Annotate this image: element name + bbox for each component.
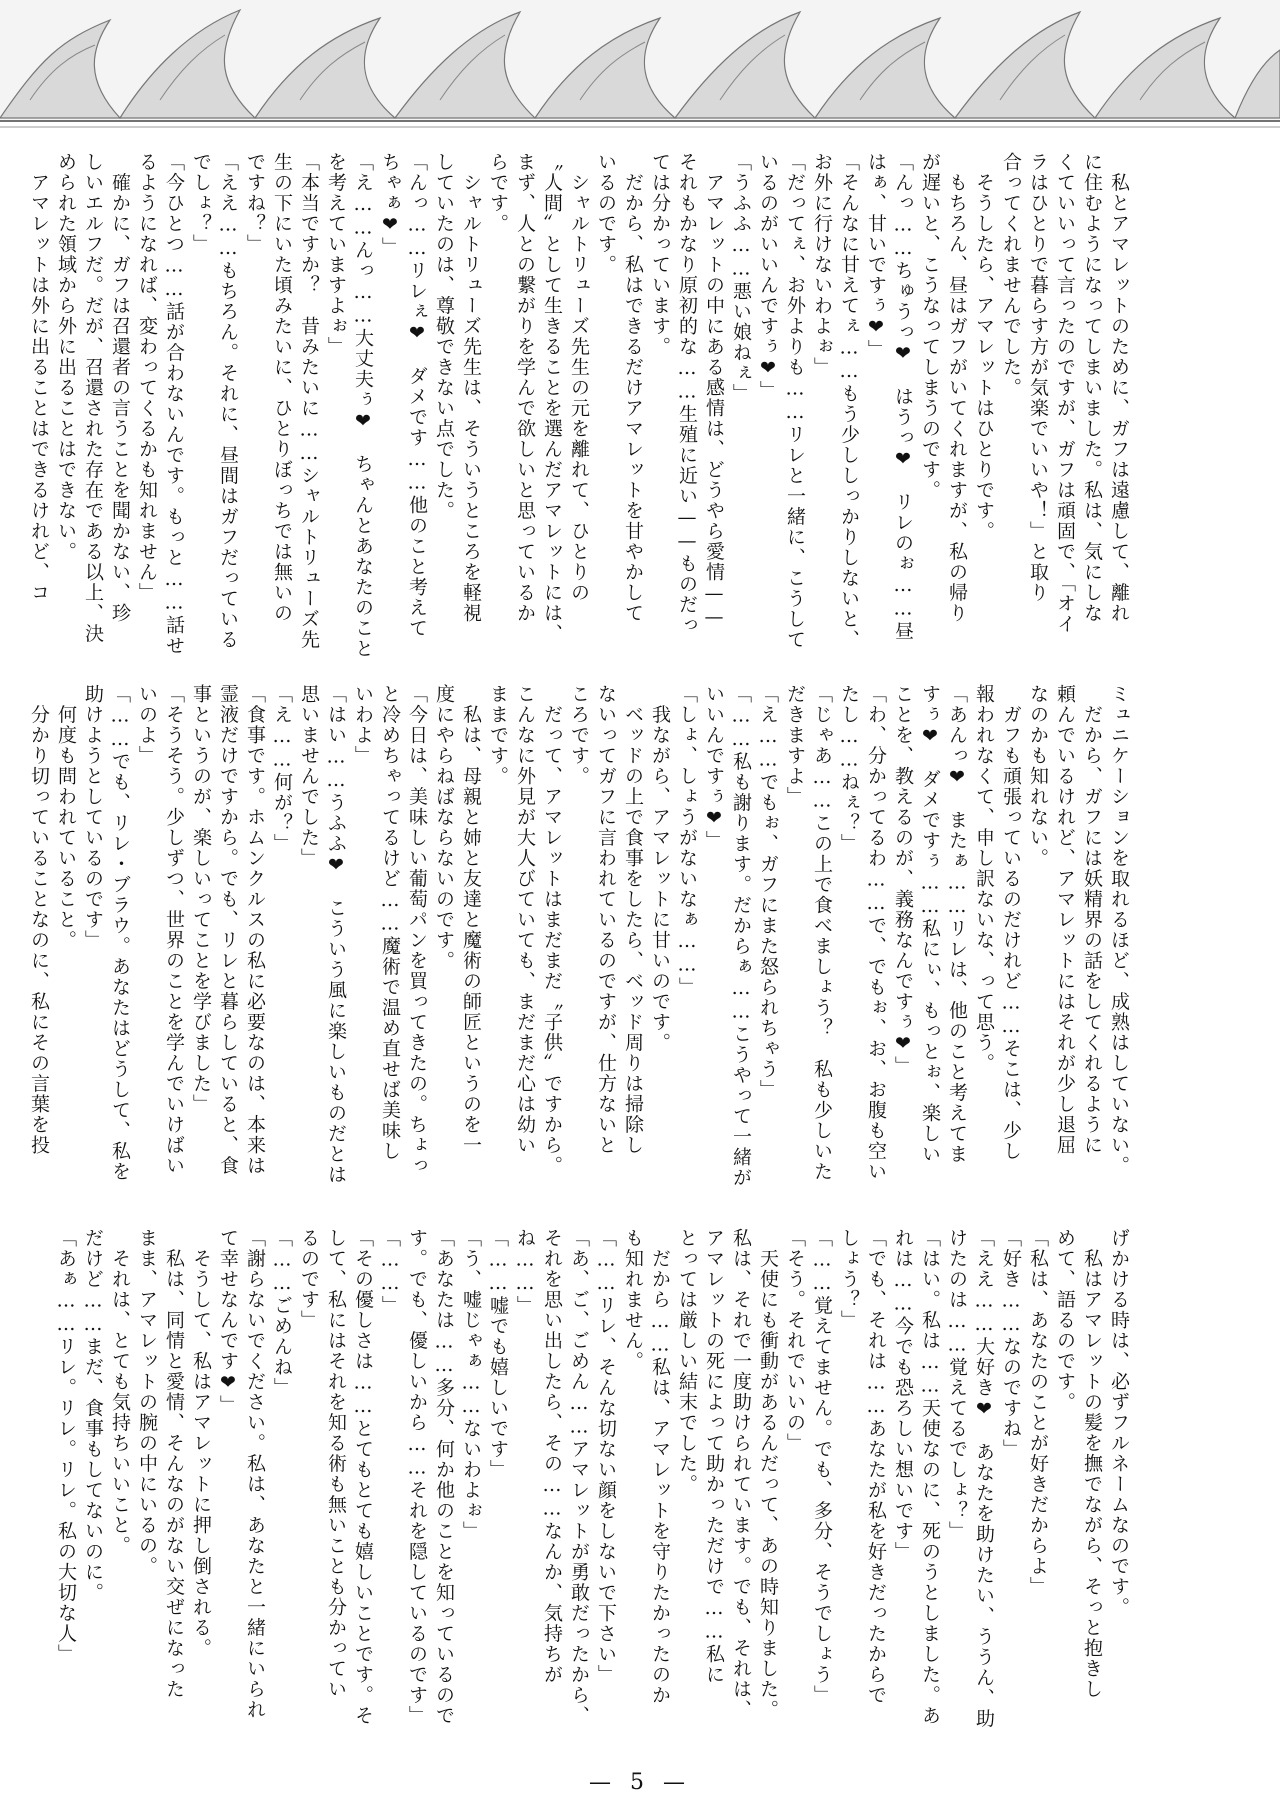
text-line: 「……嘘でも嬉しいです」 — [487, 1228, 509, 1480]
text-line: 「はい。私は……天使なのに、死のうとしました。あ — [919, 1228, 941, 1726]
text-line: 「え……んっ……大丈夫ぅ❤ ちゃんとあなたのこと — [352, 152, 374, 659]
text-line: 思いませんでした」 — [298, 684, 320, 869]
text-line: だから……私は、アマレットを守りたかったのか — [649, 1228, 671, 1706]
text-line: だから、私はできるだけアマレットを甘やかして — [622, 152, 644, 624]
text-line: だから、ガフには妖精界の話をしてくれるように — [1081, 684, 1103, 1156]
text-line: もちろん、昼はガフがいてくれますが、私の帰り — [946, 152, 968, 624]
text-line: 事というのが、楽しいってことを学びました」 — [190, 684, 212, 1115]
text-line: それを思い出したら、その……なんか、気持ちが — [541, 1228, 563, 1685]
text-line: そうしたら、アマレットはひとりです。 — [973, 152, 995, 542]
text-line: 生の下にいた頃みたいに、ひとりぼっちでは無いの — [271, 152, 293, 624]
text-line: まま、アマレットの腕の中にいるの。 — [136, 1228, 158, 1577]
text-line: 助けようとしているのです」 — [82, 684, 104, 951]
text-line: 何度も問われていること。 — [55, 684, 77, 951]
text-line: 「今ひとつ……話が合わないんです。もっと……話せ — [163, 152, 185, 656]
text-line: はぁ、甘いですぅ❤」 — [865, 152, 887, 360]
text-line: 「そう。それでいいの」 — [784, 1228, 806, 1454]
page-number: — 5 — — [589, 1770, 691, 1795]
text-line: そうして、私はアマレットに押し倒される。 — [190, 1228, 212, 1659]
text-line: 合ってくれませんでした。 — [1000, 152, 1022, 398]
text-line: 「え……でもぉ、ガフにまた怒られちゃう」 — [757, 684, 779, 1100]
text-line: ことを、教えるのが、義務なんですぅ❤」 — [892, 684, 914, 1077]
text-line: が遅いと、こうなってしまうのです。 — [919, 152, 941, 501]
text-line: 「あんっ❤ またぁ……リレは、他のこと考えてま — [946, 684, 968, 1165]
text-line: 確かに、ガフは召還者の言うことを聞かない、珍 — [109, 152, 131, 624]
text-line: ベッドの上で食事をしたら、ベッド周りは掃除し — [622, 684, 644, 1156]
text-line: て幸せなんです❤」 — [217, 1228, 239, 1416]
text-line: 私とアマレットのために、ガフは遠慮して、離れ — [1108, 152, 1130, 624]
text-block-top — [25, 152, 1132, 657]
text-line: ミュニケーションを取れるほど、成熟はしていない。 — [1108, 684, 1130, 1176]
text-line: 「しょ、しょうがないなぁ……」 — [676, 684, 698, 998]
text-line: 私はアマレットの髪を撫でながら、そっと抱きし — [1081, 1228, 1103, 1700]
text-line: けたのは……覚えてるでしょ？」 — [946, 1228, 968, 1542]
text-line: アマレットの死によって助かっただけで……私に — [703, 1228, 725, 1685]
text-line: 「でも、それは……あなたが私を好きだったからで — [865, 1228, 887, 1706]
text-line: それは、とても気持ちいいこと。 — [109, 1228, 131, 1556]
text-line: 私は、母親と姉と友達と魔術の師匠というのを一 — [460, 684, 482, 1156]
text-line: 「……ごめんね」 — [271, 1228, 293, 1398]
text-line: も知れません。 — [622, 1228, 644, 1372]
text-line: くていいって言ったのですが、ガフは頑固で、「オイ — [1054, 152, 1076, 635]
text-line: シャルトリューズ先生は、そういうところを軽視 — [460, 152, 482, 624]
text-line: 「……覚えてません。でも、多分、そうでしょう」 — [811, 1228, 833, 1706]
text-line: るようになれば、変わってくるかも知れません」 — [136, 152, 158, 603]
text-line: 「わ、分かってるわ……で、でもぉ、お、お腹も空い — [865, 684, 887, 1182]
text-line: げかける時は、必ずフルネームなのです。 — [1108, 1228, 1130, 1618]
text-line: 「だってぇ、お外よりも……リレと一緒に、こうして — [784, 152, 806, 650]
text-line: 「え……何が？」 — [271, 684, 293, 854]
text-line: 「ええ……もちろん。それに、昼間はガフだっている — [217, 152, 239, 650]
text-line: 「……私も謝ります。だからぁ……こうやって一緒が — [730, 684, 752, 1188]
text-block-middle — [25, 684, 1132, 1204]
text-line: ちゃぁ❤」 — [379, 152, 401, 258]
text-line: 「んっ……リレぇ❤ ダメです……他のこと考えて — [406, 152, 428, 639]
text-line: 「んっ……ちゅうっ❤ はうっ❤ リレのぉ……昼 — [892, 152, 914, 642]
text-line: ガフも頑張っているのだけれど……そこは、少し — [1000, 684, 1022, 1162]
text-line: いいんですぅ❤」 — [703, 684, 725, 851]
text-line: 私は、それで一度助けられています。でも、それは、 — [730, 1228, 752, 1720]
text-line: シャルトリューズ先生の元を離れて、ひとりの — [568, 152, 590, 603]
text-line: いわよ」 — [352, 684, 374, 766]
text-line: だきますよ」 — [784, 684, 806, 807]
text-line: 「じゃあ……この上で食べましょう？ 私も少しいた — [811, 684, 833, 1182]
text-line: 報われなくて、申し訳ないな、って思う。 — [973, 684, 995, 1074]
text-line: 「謝らないでください。私は、あなたと一緒にいられ — [244, 1228, 266, 1720]
text-line: いるのがいいんですぅ❤」 — [757, 152, 779, 401]
text-line: す。でも、優しいから……それを隠しているのです」 — [406, 1228, 428, 1726]
text-line: だけど……まだ、食事もしてないのに。 — [82, 1228, 104, 1603]
text-line: 「あなたは……多分、何か他のことを知っているので — [433, 1228, 455, 1726]
text-line: でしょ？」 — [190, 152, 212, 255]
text-line: して、私にはそれを知る術も無いことも分かってい — [325, 1228, 347, 1700]
text-line: それもかなり原初的な……生殖に近い——ものだっ — [676, 152, 698, 636]
text-line: ころです。 — [568, 684, 590, 787]
text-line: 「……」 — [379, 1228, 401, 1316]
text-line: すぅ❤ ダメですぅ……私にぃ、もっとぉ、楽しい — [919, 684, 941, 1165]
text-line: ては分かっています。 — [649, 152, 671, 357]
text-line: 「うふふ……悪い娘ねぇ」 — [730, 152, 752, 404]
text-line: 〝人間〟として生きることを選んだアマレットには、 — [541, 152, 563, 644]
text-line: しょう？」 — [838, 1228, 860, 1331]
text-line: らです。 — [487, 152, 509, 234]
text-line: められた領域から外に出ることはできない。 — [55, 152, 77, 562]
text-line: 「ええ……大好き❤ あなたを助けたい、ううん、助 — [973, 1228, 995, 1729]
text-line: 「……でも、リレ・ブラウ。あなたはどうして、私を — [109, 684, 131, 1182]
text-block-bottom — [52, 1228, 1132, 1748]
text-line: に住むようになってしまいました。私は、気にしな — [1081, 152, 1103, 624]
text-line: しいエルフだ。だが、召還された存在である以上、決 — [82, 152, 104, 644]
text-line: 分かり切っていることなのに、私にその言葉を投 — [28, 684, 50, 1156]
text-line: 「はい……うふふ❤ こういう風に楽しいものだとは — [325, 684, 347, 1185]
text-line: ね……」 — [514, 1228, 536, 1316]
text-line: いるのです。 — [595, 152, 617, 275]
text-line: 天使にも衝動があるんだって、あの時知りました。 — [757, 1228, 779, 1720]
text-line: 「食事です。ホムンクルスの私に必要なのは、本来は — [244, 684, 266, 1176]
text-line: 我ながら、アマレットに甘いのです。 — [649, 684, 671, 1053]
text-line: 「そんなに甘えてぇ……もう少ししっかりしないと、 — [838, 152, 860, 650]
text-line: 「……リレ、そんな切ない顔をしないで下さい」 — [595, 1228, 617, 1685]
text-line: 「今日は、美味しい葡萄パンを買ってきたの。ちょっ — [406, 684, 428, 1176]
text-line: していたのは、尊敬できない点でした。 — [433, 152, 455, 521]
text-line: こんなに外見が大人びていても、まだまだ心は幼い — [514, 684, 536, 1156]
text-line: と冷めちゃってるけど……魔術で温め直せば美味し — [379, 684, 401, 1162]
decorative-border-ornament — [0, 0, 1280, 140]
text-line: 霊液だけですから。でも、リレと暮らしていると、食 — [217, 684, 239, 1176]
text-line: るのです」 — [298, 1228, 320, 1331]
text-line: めて、語るのです。 — [1054, 1228, 1076, 1413]
text-line: 頼んでいるけれど、アマレットにはそれが少し退屈 — [1054, 684, 1076, 1156]
text-line: れは……今でも恐ろしい想いです」 — [892, 1228, 914, 1562]
text-line: お外に行けないわよぉ」 — [811, 152, 833, 378]
text-line: 「う、嘘じゃぁ……ないわよぉ」 — [460, 1228, 482, 1542]
text-line: いのよ」 — [136, 684, 158, 766]
text-line: たし……ねぇ？」 — [838, 684, 860, 854]
text-line: 私は、同情と愛情、そんなのがない交ぜになった — [163, 1228, 185, 1700]
text-line: アマレットは外に出ることはできるけれど、コ — [28, 152, 50, 603]
text-line: ラはひとりで暮らす方が気楽でいいや！」と取り — [1027, 152, 1049, 603]
text-line: ないってガフに言われているのですが、仕方ないと — [595, 684, 617, 1156]
text-line: なのかも知れない。 — [1027, 684, 1049, 869]
text-line: 「あぁ……リレ。リレ。リレ。私の大切な人」 — [55, 1228, 77, 1665]
text-line: ままです。 — [487, 684, 509, 787]
text-line: を考えていますよぉ」 — [325, 152, 347, 357]
text-line: 度にやらねばならないのです。 — [433, 684, 455, 971]
text-line: ですね？」 — [244, 152, 266, 255]
text-line: とっては厳しい結末でした。 — [676, 1228, 698, 1495]
text-line: 「そうそう。少しずつ、世界のことを学んでいけばい — [163, 684, 185, 1176]
text-line: まず、人との繋がりを学んで欲しいと思っているか — [514, 152, 536, 624]
text-line: 「あ、ご、ごめん……アマレットが勇敢だったから、 — [568, 1228, 590, 1726]
text-line: アマレットの中にある感情は、どうやら愛情—— — [703, 152, 725, 630]
text-line: 「本当ですか？ 昔みたいに……シャルトリューズ先 — [298, 152, 320, 650]
text-line: だって、アマレットはまだまだ〝子供〟ですから。 — [541, 684, 563, 1176]
text-line: 「その優しさは……とてもとても嬉しいことです。そ — [352, 1228, 374, 1726]
text-line: 「私は、あなたのことが好きだからよ」 — [1027, 1228, 1049, 1597]
text-line: 「好き……なのですね」 — [1000, 1228, 1022, 1460]
